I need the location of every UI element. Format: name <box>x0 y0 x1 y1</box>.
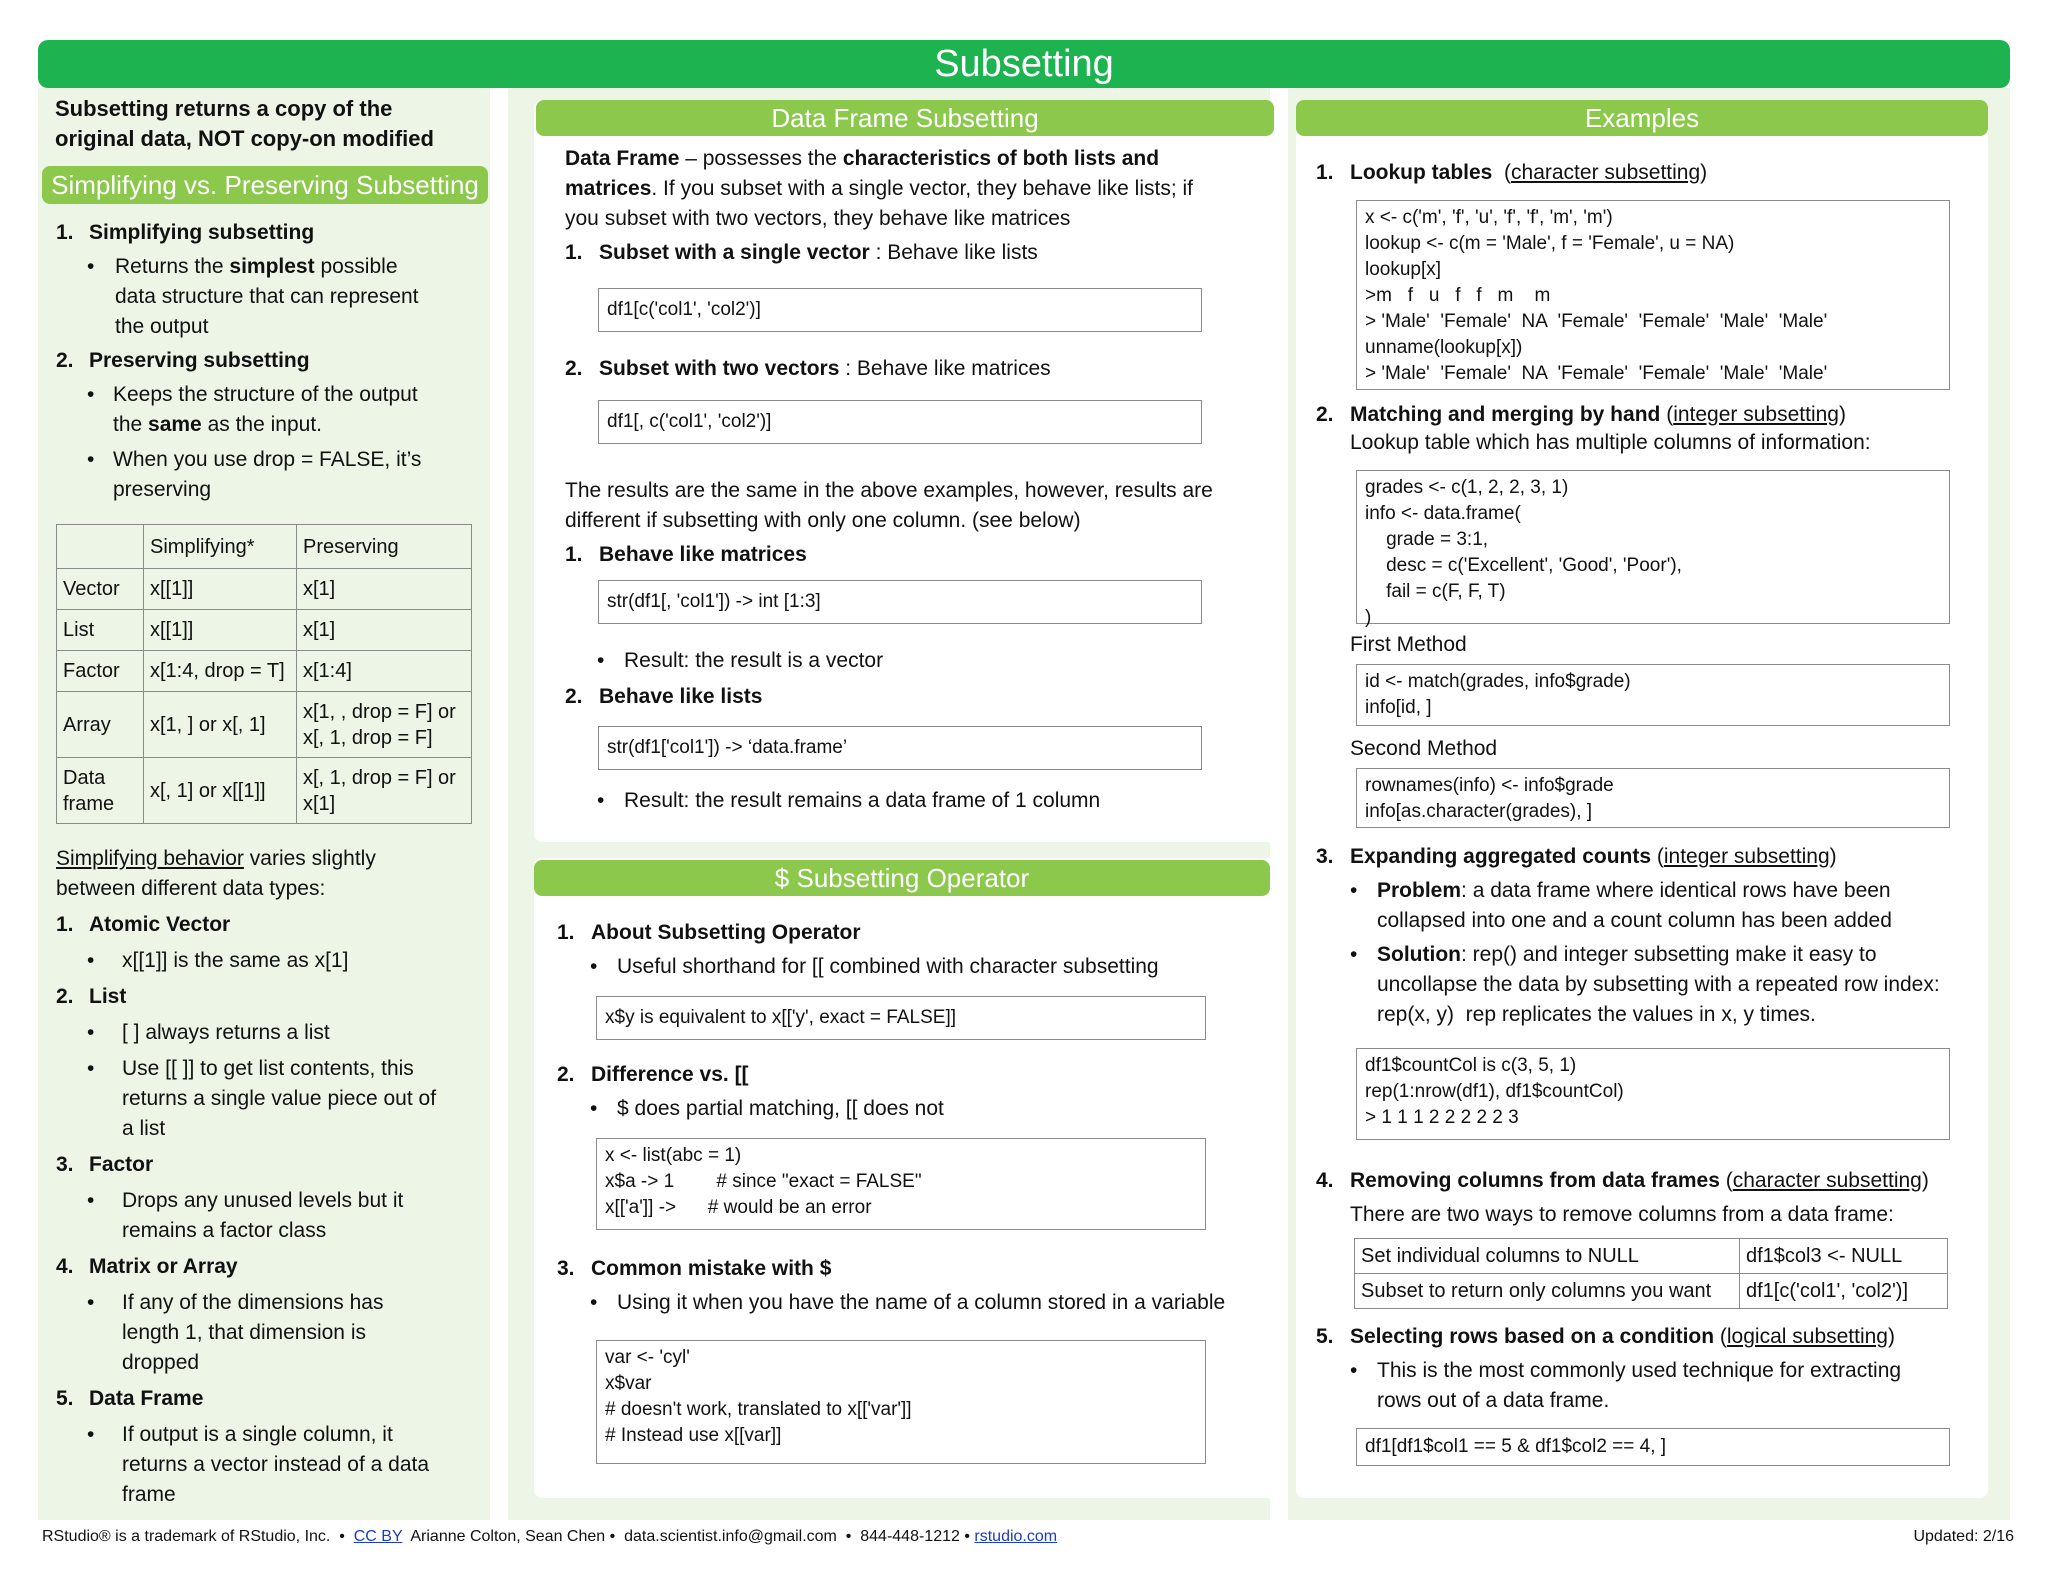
matrix-bullet-l3: dropped <box>122 1351 200 1374</box>
text-underlined: character subsetting <box>1732 1169 1922 1192</box>
text-part: possible <box>314 255 398 278</box>
matrix-bullet-l1: If any of the dimensions has <box>122 1291 384 1314</box>
list-number: 5. <box>1316 1325 1334 1348</box>
two-vectors-heading <box>565 354 1265 384</box>
preserving-bullet1-l2 <box>113 410 322 440</box>
bullet: • <box>87 383 95 406</box>
text-part: varies slightly <box>243 847 376 870</box>
text-bold: Behave like lists <box>599 685 763 708</box>
list-number: 3. <box>1316 845 1334 868</box>
footer-trademark: RStudio® is a trademark of RStudio, Inc. • <box>42 1528 354 1545</box>
table-row <box>57 651 472 692</box>
license-link[interactable]: CC BY <box>353 1528 403 1545</box>
page-title: Subsetting <box>934 43 1114 85</box>
list-number: 4. <box>56 1255 74 1278</box>
behavior-line-2: between different data types: <box>56 877 326 900</box>
matching-merging-sub: Lookup table which has multiple columns of information: <box>1350 431 1871 454</box>
intro-line-2: original data, NOT copy-on modified <box>55 126 434 151</box>
text-bold: matrices <box>565 177 652 200</box>
text-part: Using it when you have the name of a column stored in a variable <box>617 1291 1226 1314</box>
footer-authors: Arianne Colton, Sean Chen • data.scientist.info@gmail.com • 844-448-1212 • <box>402 1528 975 1545</box>
bullet: • <box>87 1021 95 1044</box>
bullet: • <box>1350 943 1358 966</box>
text-part: ( <box>1651 845 1664 868</box>
text-part: ( <box>1660 403 1674 426</box>
data-frame-subsetting-header: Data Frame Subsetting <box>536 100 1274 136</box>
table-cell: x[, 1] or x[[1]] <box>144 758 297 824</box>
bullet: • <box>597 649 605 672</box>
bullet: • <box>1350 879 1358 902</box>
difference-code: x <- list(abc = 1) x$a -> 1 # since "exact = FALSE" x[['a']] -> # would be an error <box>596 1138 1206 1230</box>
table-cell: Data frame <box>57 758 144 824</box>
text-part: Result: the result is a vector <box>624 649 884 672</box>
table-row <box>57 569 472 610</box>
list-number: 3. <box>56 1153 74 1176</box>
data-frame-bullet-l1: If output is a single column, it <box>122 1423 393 1446</box>
lookup-tables-code: x <- c('m', 'f', 'u', 'f', 'f', 'm', 'm') lookup <- c(m = 'Male', f = 'Female', u = NA) lookup[x] >m f u f f m m > 'Male' 'Female' NA 'Female' 'Female' 'Male' 'Male' unname(lookup[x]) > 'Male' 'Female' NA 'Female' 'Female' 'Male' 'Male' <box>1356 200 1950 390</box>
text-part: ) <box>1838 403 1846 426</box>
list-number: 2. <box>56 985 74 1008</box>
footer-updated: Updated: 2/16 <box>1913 1528 2014 1545</box>
list-number: 3. <box>557 1257 575 1280</box>
text-part: . If you subset with a single vector, they behave like lists; if <box>651 177 1193 200</box>
text-bold: Subset with a single vector <box>599 241 870 264</box>
footer-credits <box>42 1526 1057 1548</box>
text-part: $ does partial matching, [[ does not <box>617 1097 944 1120</box>
text-bold: simplest <box>229 255 315 278</box>
left-list-bottom <box>56 844 486 1510</box>
text-part: This is the most commonly used technique for extracting <box>1377 1359 1902 1382</box>
preserving-bullet2-l2: preserving <box>113 478 212 501</box>
table-cell: x[1, ] or x[, 1] <box>144 692 297 758</box>
remove-columns-table <box>1354 1238 1948 1309</box>
list-number: 1. <box>56 913 74 936</box>
text-bold: Selecting rows based on a condition <box>1350 1325 1715 1348</box>
list-number: 2. <box>565 685 583 708</box>
text-part: ) <box>1700 161 1708 184</box>
examples-header: Examples <box>1296 100 1988 136</box>
first-method-label: First Method <box>1350 633 1467 656</box>
behave-lists-bullet <box>597 786 1257 816</box>
lookup-tables-heading <box>1316 158 1996 188</box>
atomic-vector-bullet: x[[1]] is the same as x[1] <box>122 949 349 972</box>
bullet: • <box>597 789 605 812</box>
text-part: uncollapse the data by subsetting with a repeated row index: <box>1377 973 1940 996</box>
rstudio-link[interactable]: rstudio.com <box>974 1528 1058 1545</box>
intro-line-1: Subsetting returns a copy of the <box>55 96 393 121</box>
text-underlined: integer subsetting <box>1673 403 1839 426</box>
text-part: : rep() and integer subsetting make it easy to <box>1460 943 1877 966</box>
behave-lists-heading <box>565 682 1265 712</box>
text-bold: Common mistake with $ <box>591 1257 832 1280</box>
list-number: 2. <box>56 349 74 372</box>
list-number: 1. <box>565 543 583 566</box>
list-number: 4. <box>1316 1169 1334 1192</box>
selecting-rows-bullet <box>1350 1356 1990 1416</box>
behave-matrices-code: str(df1[, 'col1']) -> int [1:3] <box>598 580 1202 624</box>
text-bold: Removing columns from data frames <box>1350 1169 1720 1192</box>
common-mistake-heading <box>557 1254 1257 1284</box>
common-mistake-code: var <- 'cyl' x$var # doesn't work, translated to x[['var']] # Instead use x[[var]] <box>596 1340 1206 1464</box>
list-bullet-2-l1: Use [[ ]] to get list contents, this <box>122 1057 414 1080</box>
text-part: Useful shorthand for [[ combined with character subsetting <box>617 955 1159 978</box>
simplify-preserve-header: Simplifying vs. Preserving Subsetting <box>42 166 488 204</box>
table-cell: Subset to return only columns you want <box>1355 1274 1740 1309</box>
text-part: rep(x, y) rep replicates the values in x, y times. <box>1377 1003 1816 1026</box>
common-mistake-bullet <box>590 1288 1260 1318</box>
list-number: 1. <box>557 921 575 944</box>
table-row <box>1355 1239 1948 1274</box>
table-cell: List <box>57 610 144 651</box>
text-part: ) <box>1829 845 1837 868</box>
bullet: • <box>590 1291 598 1314</box>
text-part: : Behave like lists <box>869 241 1038 264</box>
data-frame-bullet-l3: frame <box>122 1483 176 1506</box>
table-cell: x[[1]] <box>144 569 297 610</box>
second-method-label: Second Method <box>1350 737 1498 760</box>
table-cell: df1[c('col1', 'col2')] <box>1740 1274 1948 1309</box>
expanding-counts-bullets <box>1350 876 1990 1030</box>
table-cell: df1$col3 <- NULL <box>1740 1239 1948 1274</box>
bullet: • <box>87 1057 95 1080</box>
list-number: 2. <box>565 357 583 380</box>
simplifying-title: Simplifying subsetting <box>89 221 315 244</box>
text-bold: Problem <box>1377 879 1462 902</box>
table-header-row <box>57 525 472 569</box>
text-part: ( <box>1719 1169 1733 1192</box>
list-number: 5. <box>56 1387 74 1410</box>
table-cell: x[1, , drop = F] or x[, 1, drop = F] <box>297 692 472 758</box>
single-vector-code: df1[c('col1', 'col2')] <box>598 288 1202 332</box>
simplifying-behavior-link: Simplifying behavior <box>56 847 244 870</box>
dollar-operator-header: $ Subsetting Operator <box>534 860 1270 896</box>
text-part: rows out of a data frame. <box>1377 1389 1610 1412</box>
matrix-array-title: Matrix or Array <box>89 1255 238 1278</box>
simplifying-bullet-l2: data structure that can represent <box>115 285 419 308</box>
bullet: • <box>87 448 95 471</box>
table-cell: x[1:4] <box>297 651 472 692</box>
table-header-cell <box>57 525 144 569</box>
text-bold: Matching and merging by hand <box>1350 403 1661 426</box>
left-list-top <box>56 218 486 505</box>
bullet: • <box>590 955 598 978</box>
df-intro-l2 <box>565 174 1265 204</box>
text-part: collapsed into one and a count column has been added <box>1377 909 1892 932</box>
text-bold: same <box>148 413 202 436</box>
table-cell: Vector <box>57 569 144 610</box>
table-cell: x[1:4, drop = T] <box>144 651 297 692</box>
list-number: 1. <box>1316 161 1334 184</box>
simplifying-bullet-l3: the output <box>115 315 209 338</box>
text-bold: characteristics of both lists and <box>842 147 1160 170</box>
selecting-rows-code: df1[df1$col1 == 5 & df1$col2 == 4, ] <box>1356 1428 1950 1466</box>
df-intro <box>565 144 1265 234</box>
bullet: • <box>87 949 95 972</box>
matching-merging-code: grades <- c(1, 2, 2, 3, 1) info <- data.frame( grade = 3:1, desc = c('Excellent', 'Good', 'Poor'), fail = c(F, F, T) ) <box>1356 470 1950 624</box>
text-bold: Solution <box>1377 943 1461 966</box>
text-bold: Difference vs. [[ <box>591 1063 749 1086</box>
table-cell: Factor <box>57 651 144 692</box>
text-underlined: integer subsetting <box>1663 845 1830 868</box>
text-part: – possesses the <box>679 147 843 170</box>
selecting-rows-heading <box>1316 1322 1996 1352</box>
text-underlined: logical subsetting <box>1726 1325 1888 1348</box>
atomic-vector-title: Atomic Vector <box>89 913 231 936</box>
text-part: the <box>113 413 149 436</box>
text-bold: Lookup tables <box>1350 161 1493 184</box>
results-note <box>565 476 1265 536</box>
preserving-bullet1-l1: Keeps the structure of the output <box>113 383 418 406</box>
results-l2: different if subsetting with only one column. (see below) <box>565 509 1081 532</box>
first-method-code: id <- match(grades, info$grade) info[id, ] <box>1356 664 1950 726</box>
table-header-cell: Simplifying* <box>144 525 297 569</box>
list-number: 2. <box>1316 403 1334 426</box>
df-intro-l3: you subset with two vectors, they behave like matrices <box>565 207 1071 230</box>
removing-columns-sub: There are two ways to remove columns from a data frame: <box>1350 1203 1894 1226</box>
text-part: ) <box>1921 1169 1929 1192</box>
bullet: • <box>87 1291 95 1314</box>
table-row <box>57 692 472 758</box>
text-part: as the input. <box>201 413 322 436</box>
factor-bullet-l2: remains a factor class <box>122 1219 327 1242</box>
text-part: Returns the <box>115 255 230 278</box>
table-cell: x[[1]] <box>144 610 297 651</box>
bullet: • <box>87 1189 95 1212</box>
table-row <box>57 610 472 651</box>
bullet: • <box>87 1423 95 1446</box>
behave-matrices-heading <box>565 540 1265 570</box>
matrix-bullet-l2: length 1, that dimension is <box>122 1321 366 1344</box>
behave-lists-code: str(df1['col1']) -> ‘data.frame’ <box>598 726 1202 770</box>
list-title: List <box>89 985 127 1008</box>
table-cell: x[1] <box>297 569 472 610</box>
factor-bullet-l1: Drops any unused levels but it <box>122 1189 404 1212</box>
text-bold: Data Frame <box>565 147 680 170</box>
list-bullet-2-l3: a list <box>122 1117 166 1140</box>
removing-columns-heading <box>1316 1166 1996 1196</box>
text-part: : a data frame where identical rows have been <box>1461 879 1891 902</box>
two-vectors-code: df1[, c('col1', 'col2')] <box>598 400 1202 444</box>
df-intro-l1 <box>565 144 1265 174</box>
text-part: ( <box>1714 1325 1727 1348</box>
list-number: 2. <box>557 1063 575 1086</box>
preserving-bullet2-l1: When you use drop = FALSE, it’s <box>113 448 422 471</box>
table-header-cell: Preserving <box>297 525 472 569</box>
bullet: • <box>1350 1359 1358 1382</box>
text-bold: Behave like matrices <box>599 543 807 566</box>
table-row <box>1355 1274 1948 1309</box>
list-bullet-1: [ ] always returns a list <box>122 1021 330 1044</box>
factor-title: Factor <box>89 1153 154 1176</box>
table-cell: x[, 1, drop = F] or x[1] <box>297 758 472 824</box>
text-part: : Behave like matrices <box>839 357 1051 380</box>
data-frame-bullet-l2: returns a vector instead of a data <box>122 1453 430 1476</box>
preserving-title: Preserving subsetting <box>89 349 310 372</box>
bullet: • <box>87 255 95 278</box>
about-operator-heading <box>557 918 1257 948</box>
data-frame-title: Data Frame <box>89 1387 204 1410</box>
expanding-counts-heading <box>1316 842 1996 872</box>
about-operator-code: x$y is equivalent to x[['y', exact = FALSE]] <box>596 996 1206 1040</box>
text-part: ) <box>1888 1325 1895 1348</box>
difference-bullet <box>590 1094 1260 1124</box>
table-cell: Array <box>57 692 144 758</box>
table-cell: x[1] <box>297 610 472 651</box>
difference-heading <box>557 1060 1257 1090</box>
single-vector-heading <box>565 238 1265 268</box>
simplifying-bullet-l1 <box>115 252 398 282</box>
table-cell: Set individual columns to NULL <box>1355 1239 1740 1274</box>
second-method-code: rownames(info) <- info$grade info[as.character(grades), ] <box>1356 768 1950 828</box>
behave-matrices-bullet <box>597 646 1257 676</box>
results-l1: The results are the same in the above examples, however, results are <box>565 479 1213 502</box>
list-number: 1. <box>565 241 583 264</box>
list-bullet-2-l2: returns a single value piece out of <box>122 1087 437 1110</box>
bullet: • <box>590 1097 598 1120</box>
text-part: Result: the result remains a data frame of 1 column <box>624 789 1101 812</box>
list-number: 1. <box>56 221 74 244</box>
expanding-counts-code: df1$countCol is c(3, 5, 1) rep(1:nrow(df1), df1$countCol) > 1 1 1 2 2 2 2 2 3 <box>1356 1048 1950 1140</box>
simplify-preserve-table <box>56 524 472 824</box>
text-part: ( <box>1492 161 1512 184</box>
matching-merging-heading <box>1316 400 1996 430</box>
text-bold: About Subsetting Operator <box>591 921 861 944</box>
table-row <box>57 758 472 824</box>
text-bold: Expanding aggregated counts <box>1350 845 1652 868</box>
about-operator-bullet <box>590 952 1260 982</box>
text-bold: Subset with two vectors <box>599 357 840 380</box>
text-underlined: character subsetting <box>1511 161 1701 184</box>
